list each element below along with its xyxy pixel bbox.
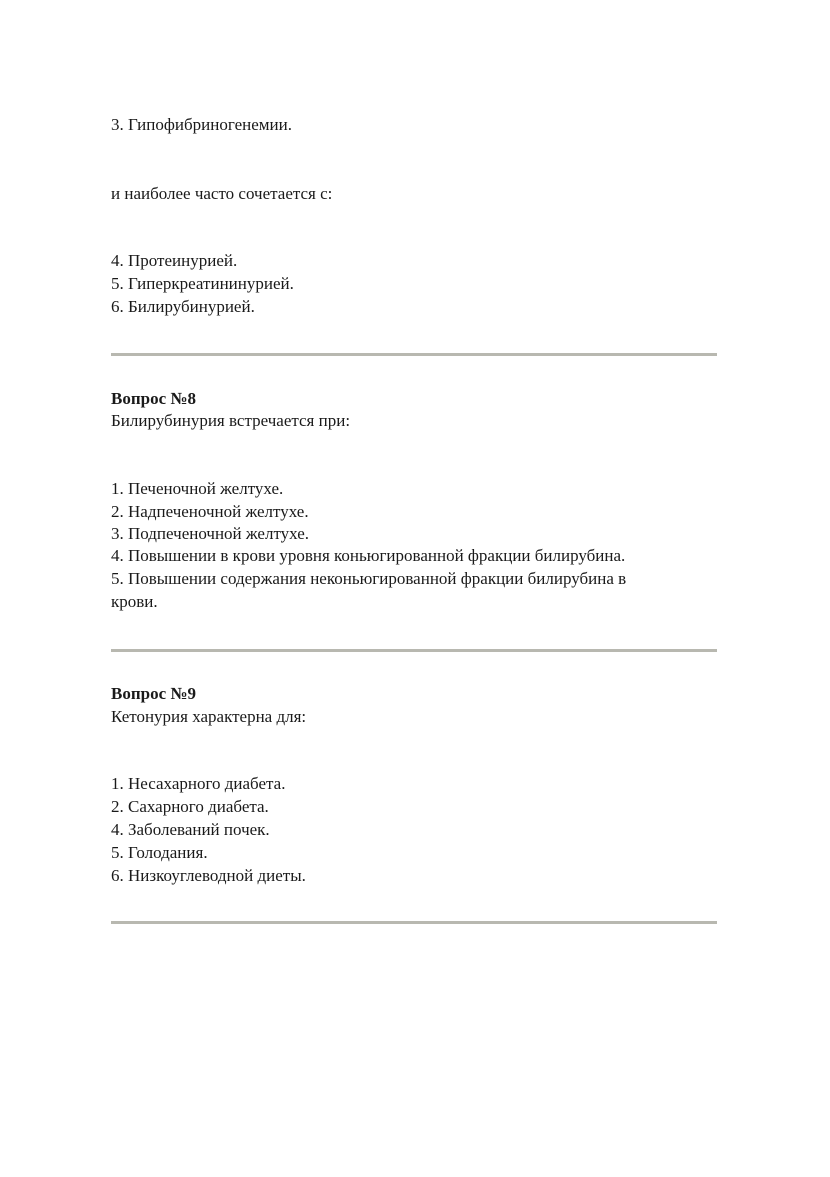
answer-option: 4. Повышении в крови уровня коньюгированной фракции билирубина. (111, 546, 626, 565)
section-divider (111, 921, 717, 924)
answer-option: 4. Заболеваний почек. (111, 820, 270, 839)
answer-option: 2. Сахарного диабета. (111, 797, 269, 816)
answer-option: 1. Несахарного диабета. (111, 774, 286, 793)
answer-option: 3. Гипофибриногенемии. (111, 115, 292, 134)
answer-option-continuation: крови. (111, 592, 158, 611)
answer-option: 5. Голодания. (111, 843, 208, 862)
answer-option: 6. Низкоуглеводной диеты. (111, 866, 306, 885)
question-9-prompt: Кетонурия характерна для: (111, 707, 307, 726)
answer-option: 6. Билирубинурией. (111, 297, 255, 316)
answer-option: 1. Печеночной желтухе. (111, 479, 284, 498)
answer-option: 4. Протеинурией. (111, 251, 238, 270)
question-9-title: Вопрос №9 (111, 684, 196, 703)
question-connector-text: и наиболее часто сочетается с: (111, 184, 333, 203)
answer-option: 3. Подпеченочной желтухе. (111, 524, 310, 543)
question-8-title: Вопрос №8 (111, 389, 196, 408)
question-8-prompt: Билирубинурия встречается при: (111, 411, 351, 430)
answer-option: 5. Гиперкреатининурией. (111, 274, 294, 293)
section-divider (111, 353, 717, 356)
answer-option: 5. Повышении содержания неконьюгированной фракции билирубина в (111, 569, 627, 588)
section-divider (111, 649, 717, 652)
answer-option: 2. Надпеченочной желтухе. (111, 502, 309, 521)
